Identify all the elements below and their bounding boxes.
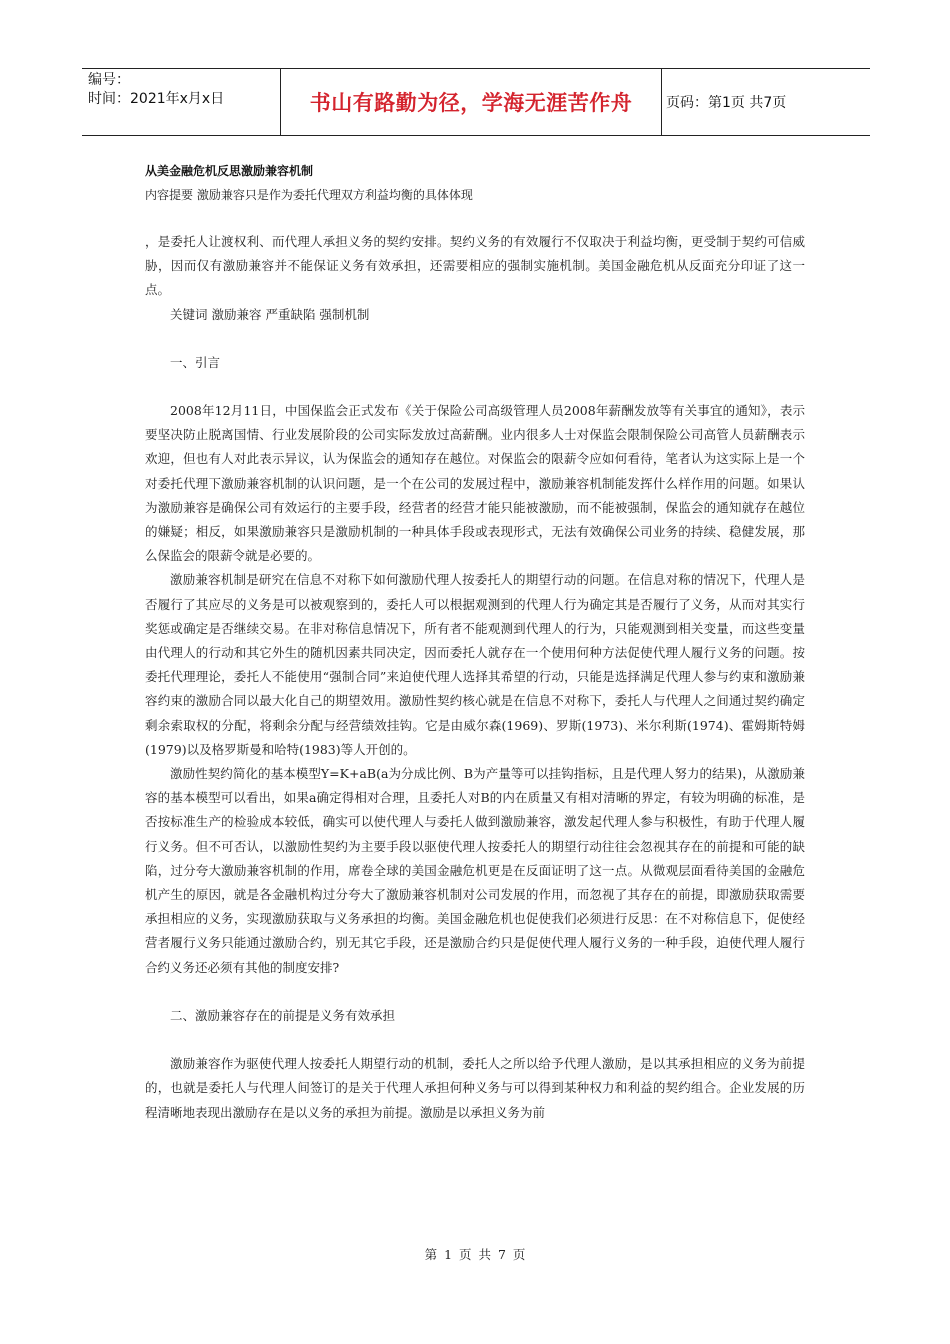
summary-heading: 内容提要 激励兼容只是作为委托代理双方利益均衡的具体体现 (145, 188, 473, 202)
header-page-number: 页码：第1页 共7页 (666, 95, 787, 111)
section-heading-premise: 二、激励兼容存在的前提是义务有效承担 (170, 1007, 396, 1023)
header-meta (88, 71, 224, 109)
document-body (145, 230, 805, 1125)
document-title: 从美金融危机反思激励兼容机制 (145, 164, 314, 178)
keywords-line: 关键词 激励兼容 严重缺陷 强制机制 (170, 306, 370, 322)
body-paragraph: 激励兼容机制是研究在信息不对称下如何激励代理人按委托人的期望行动的问题。在信息对称的情况下，代理人是否履行了其应尽的义务是可以被观察到的，委托人可以根据观测到的代理人行为确定其是否履行了义务，从而对其实行奖惩或确定是否继续交易。在非对称信息情况下，所有者不能观测到代理人的行为，只能观测到相关变量，而这些变量由代理人的行动和其它外生的随机因素共同决定，因而委托人就存在一个使用何种方法促使代理人履行义务的问题。按委托代理理论，委托人不能使用“强制合同”来迫使代理人选择其希望的行动，只能是选择满足代理人参与约束和激励兼容约束的激励合同以最大化自己的期望效用。激励性契约核心就是在信息不对称下，委托人与代理人之间通过契约确定剩余索取权的分配，将剩余分配与经营绩效挂钩。它是由威尔森(1969)、罗斯(1973)、米尔利斯(1974)、霍姆斯特姆(1979)以及格罗斯曼和哈特(1983)等人开创的。 (145, 572, 805, 757)
abstract-paragraph: ，是委托人让渡权利、而代理人承担义务的契约安排。契约义务的有效履行不仅取决于利益均衡，更受制于契约可信威胁，因而仅有激励兼容并不能保证义务有效承担，还需要相应的强制实施机制。美国金融危机从反面充分印证了这一点。 (145, 234, 805, 298)
spacer (145, 375, 805, 399)
document-date-label: 时间：2021年x月x日 (88, 91, 225, 107)
header-motto: 书山有路勤为径，学海无涯苦作舟 (280, 69, 662, 135)
body-paragraph: 2008年12月11日，中国保监会正式发布《关于保险公司高级管理人员2008年薪酬发放等有关事宜的通知》，表示要坚决防止脱离国情、行业发展阶段的公司实际发放过高薪酬。业内很多人士对保监会限制保险公司高管人员薪酬表示欢迎，但也有人对此表示异议，认为保监会的通知存在越位。对保监会的限薪令应如何看待，笔者认为这实际上是一个对委托代理下激励兼容机制的认识问题，是一个在公司的发展过程中，激励兼容机制能发挥什么样作用的问题。如果认为激励兼容是确保公司有效运行的主要手段，经营者的经营才能只能被激励，而不能被强制，保监会的通知就存在越位的嫌疑；相反，如果激励兼容只是激励机制的一种具体手段或表现形式，无法有效确保公司业务的持续、稳健发展，那么保监会的限薪令就是必要的。 (145, 403, 805, 564)
body-paragraph: 激励性契约简化的基本模型Y=K+aB(a为分成比例、B为产量等可以挂钩指标，且是代理人努力的结果)，从激励兼容的基本模型可以看出，如果a确定得相对合理，且委托人对B的内在质量又有相对清晰的界定，有较为明确的标准，是否按标准生产的检验成本较低，确实可以使代理人与委托人做到激励兼容，激发起代理人参与积极性，有助于代理人履行义务。但不可否认，以激励性契约为主要手段以驱使代理人按委托人的期望行动往往会忽视其存在的前提和可能的缺陷，过分夸大激励兼容机制的作用，席卷全球的美国金融危机更是在反面证明了这一点。从微观层面看待美国的金融危机产生的原因，就是各金融机构过分夸大了激励兼容机制对公司发展的作用，而忽视了其存在的前提，即激励获取需要承担相应的义务，实现激励获取与义务承担的均衡。美国金融危机也促使我们必须进行反思：在不对称信息下，促使经营者履行义务只能通过激励合约，别无其它手段，还是激励合约只是促使代理人履行义务的一种手段，迫使代理人履行合约义务还必须有其他的制度安排? (145, 766, 805, 975)
document-number-label: 编号： (88, 72, 130, 88)
spacer (145, 327, 805, 351)
page-footer: 第 1 页 共 7 页 (424, 1247, 526, 1262)
page-header (82, 68, 870, 136)
spacer (145, 980, 805, 1004)
body-paragraph: 激励兼容作为驱使代理人按委托人期望行动的机制，委托人之所以给予代理人激励，是以其承担相应的义务为前提的，也就是委托人与代理人间签订的是关于代理人承担何种义务与可以得到某种权力和利益的契约组合。企业发展的历程清晰地表现出激励存在是以义务的承担为前提。激励是以承担义务为前 (145, 1056, 805, 1120)
section-heading-introduction: 一、引言 (170, 354, 221, 370)
spacer (145, 1028, 805, 1052)
